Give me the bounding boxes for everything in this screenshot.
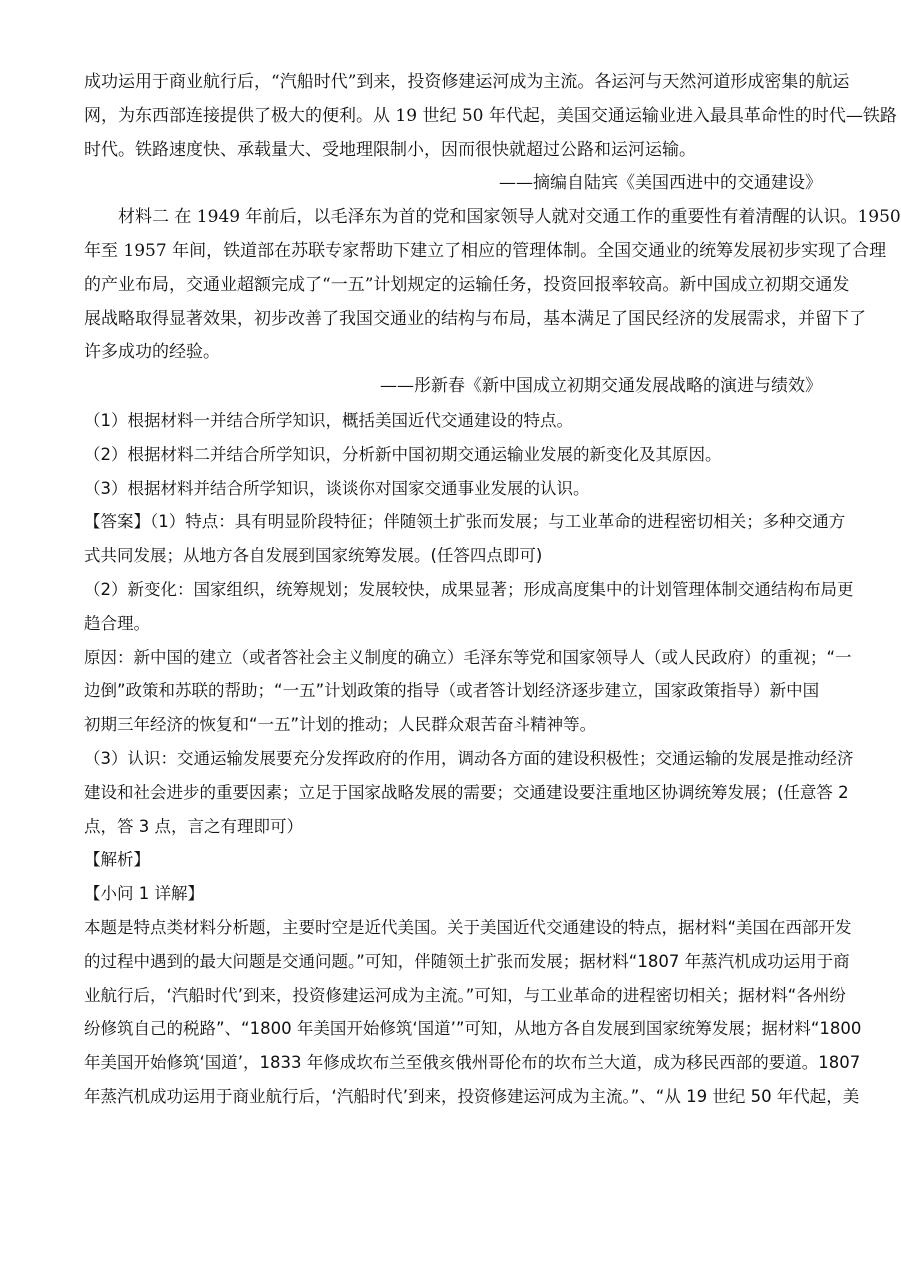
analysis-line: 年蒸汽机成功运用于商业航行后，‘汽船时代’到来，投资修建运河成为主流。”、“从 19 世纪 50 年代起，美 (84, 1086, 860, 1106)
question-item: （1）根据材料一并结合所学知识，概括美国近代交通建设的特点。 (84, 410, 573, 430)
material-2-line: 的产业布局，交通业超额完成了“一五”计划规定的运输任务，投资回报率较高。新中国成立初期交通发 (84, 274, 850, 295)
material-2-line: 许多成功的经验。 (84, 342, 220, 363)
material-2-line: 材料二 在 1949 年前后，以毛泽东为首的党和国家领导人就对交通工作的重要性有着清醒的认识。1950 (118, 207, 901, 228)
analysis-line: 年美国开始修筑‘国道’，1833 年修成坎布兰至俄亥俄州哥伦布的坎布兰大道，成为移民西部的要道。1807 (84, 1053, 861, 1073)
answer-line: 初期三年经济的恢复和“一五”计划的推动；人民群众艰苦奋斗精神等。 (84, 715, 597, 735)
answer-line: 点，答 3 点，言之有理即可） (84, 816, 303, 836)
answer-line: 边倒”政策和苏联的帮助；“一五”计划政策的指导（或者答计划经济逐步建立，国家政策指导）新中国 (84, 681, 820, 701)
material-2-line: 展战略取得显著效果，初步改善了我国交通业的结构与布局，基本满足了国民经济的发展需求，并留下了 (84, 308, 866, 329)
document-page (84, 66, 901, 1114)
material-2 (84, 201, 901, 404)
analysis-line: 的过程中遇到的最大问题是交通问题。”可知，伴随领土扩张而发展；据材料“1807 年蒸汽机成功运用于商 (84, 951, 850, 971)
question-item: （2）根据材料二并结合所学知识，分析新中国初期交通运输业发展的新变化及其原因。 (84, 444, 722, 464)
material-1-continuation (84, 66, 897, 201)
question-list (84, 404, 822, 505)
analysis-line: 本题是特点类材料分析题，主要时空是近代美国。关于美国近代交通建设的特点，据材料“美国在西部开发 (84, 917, 852, 937)
answer-line: 建设和社会进步的重要因素；立足于国家战略发展的需要；交通建设要注重地区协调统筹发展；(任意答 2 (84, 782, 849, 802)
material-2-line: 年至 1957 年间，铁道部在苏联专家帮助下建立了相应的管理体制。全国交通业的统筹发展初步实现了合理 (84, 240, 887, 261)
analysis-line: 业航行后，‘汽船时代’到来，投资修建运河成为主流。”可知，与工业革命的进程密切相关；据材料“各州纷 (84, 985, 846, 1005)
answer-section (84, 505, 854, 843)
answer-line: （2）新变化：国家组织，统筹规划；发展较快，成果显著；形成高度集中的计划管理体制交通结构布局更 (84, 579, 854, 599)
answer-line: 趋合理。 (84, 613, 150, 633)
material-1-source: ——摘编自陆宾《美国西进中的交通建设》 (499, 173, 822, 194)
material-2-source: ——彤新春《新中国成立初期交通发展战略的演进与绩效》 (380, 376, 822, 397)
answer-line: （3）认识：交通运输发展要充分发挥政府的作用，调动各方面的建设积极性；交通运输的发展是推动经济 (84, 748, 854, 768)
material-1-line: 成功运用于商业航行后，“汽船时代”到来，投资修建运河成为主流。各运河与天然河道形成密集的航运 (84, 72, 850, 92)
analysis-section (84, 843, 862, 1113)
analysis-subheading: 【小问 1 详解】 (84, 884, 204, 904)
question-item: （3）根据材料并结合所学知识，谈谈你对国家交通事业发展的认识。 (84, 478, 590, 498)
answer-line: 式共同发展；从地方各自发展到国家统筹发展。(任答四点即可) (84, 546, 543, 566)
analysis-heading: 【解析】 (84, 850, 150, 870)
analysis-line: 纷修筑自己的税路”、“1800 年美国开始修筑‘国道’”可知，从地方各自发展到国家统筹发展；据材料“1800 (84, 1019, 862, 1039)
answer-line: 原因：新中国的建立（或者答社会主义制度的确立）毛泽东等党和国家领导人（或人民政府）的重视；“一 (84, 647, 852, 667)
material-1-line: 时代。铁路速度快、承载量大、受地理限制小，因而很快就超过公路和运河运输。 (84, 139, 696, 160)
material-1-line: 网，为东西部连接提供了极大的便利。从 19 世纪 50 年代起，美国交通运输业进入最具革命性的时代—铁路 (84, 105, 897, 126)
answer-line: 【答案】（1）特点：具有明显阶段特征；伴随领土扩张而发展；与工业革命的进程密切相关；多种交通方 (84, 512, 846, 532)
